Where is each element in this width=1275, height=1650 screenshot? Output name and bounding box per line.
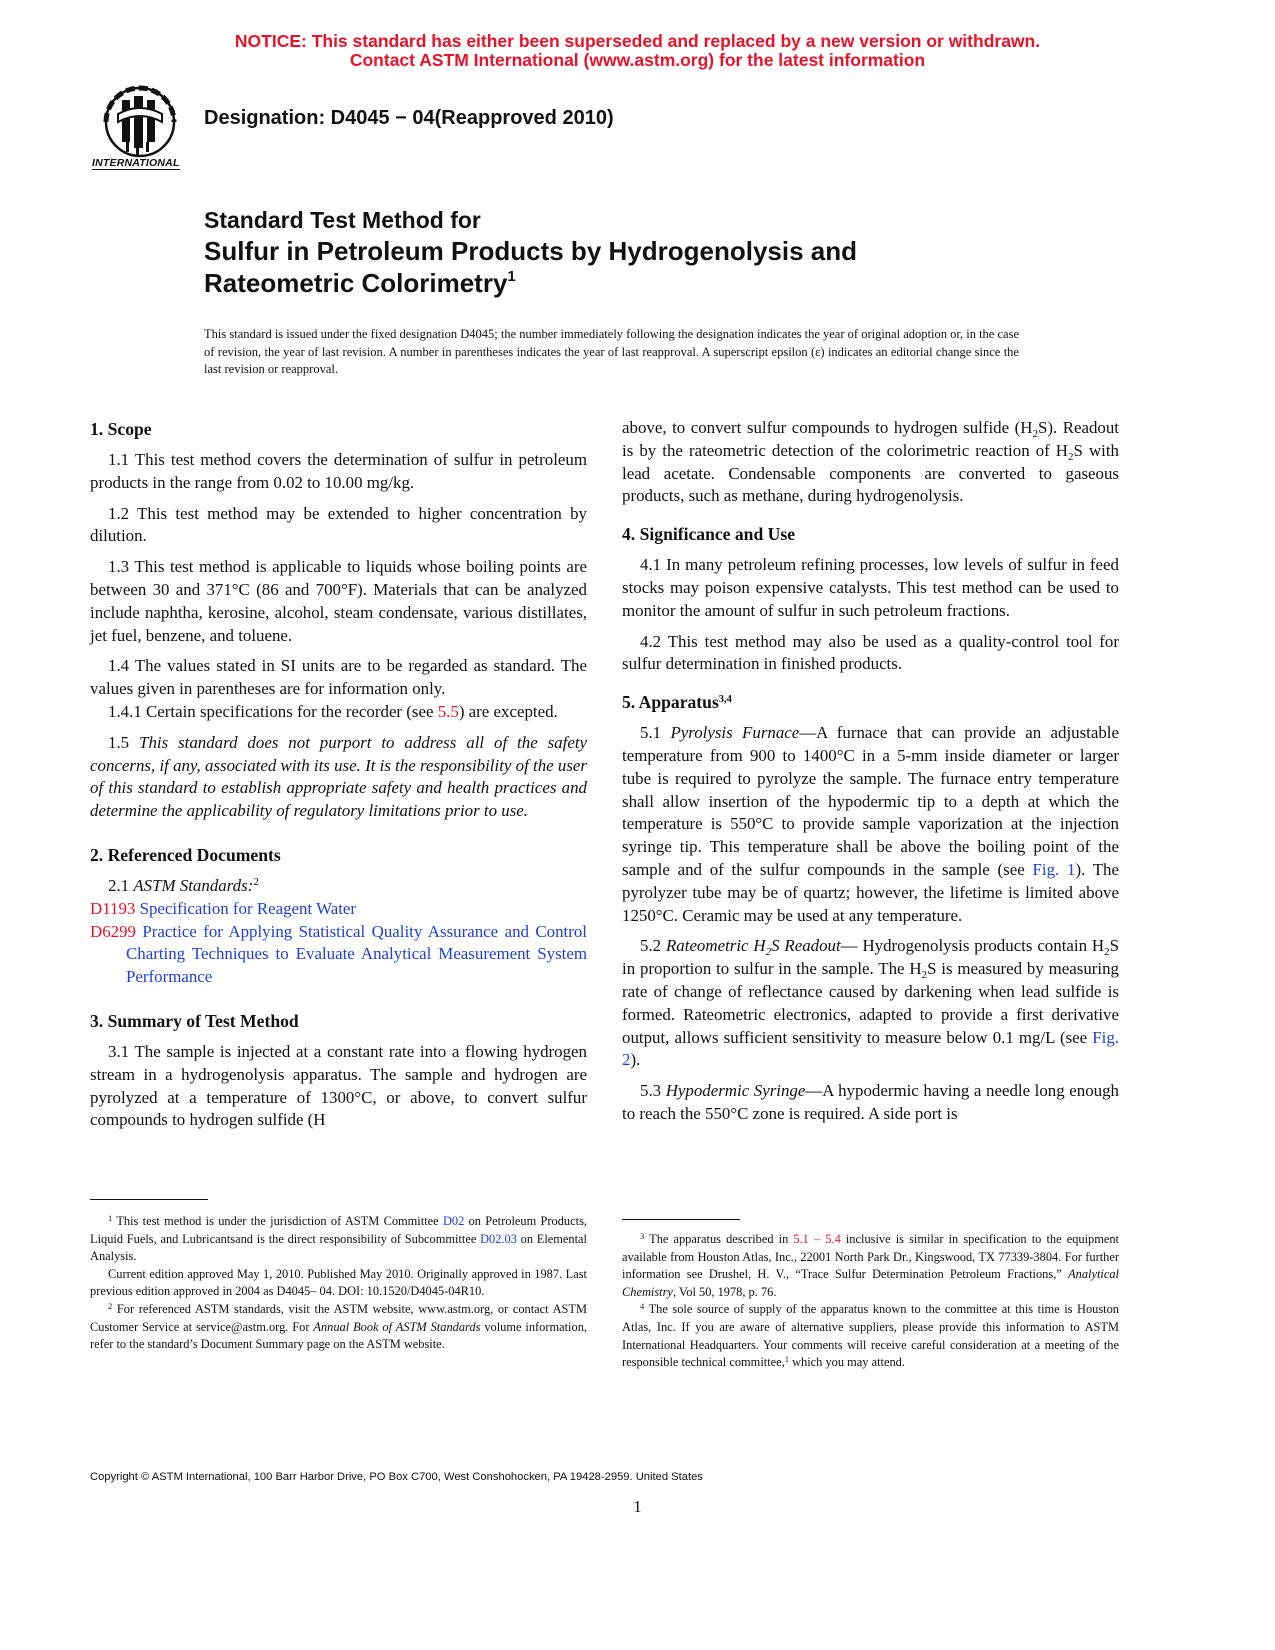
footnote-4-text-b: which you may attend.	[789, 1355, 905, 1370]
paragraph-2-1	[90, 875, 587, 898]
safety-statement: This standard does not purport to address all of the safety concerns, if any, associated with its use. It is the responsibility of the user of this standard to establish appropriate safety and health practices and determine the applicability of regulatory limitations prior to use.	[90, 732, 588, 821]
paragraph-1-5	[90, 732, 587, 823]
journal-title: Analytical Chemistry	[622, 1267, 1119, 1299]
paragraph-5-3-text: —A hypodermic having a needle long enough to reach the 550°C zone is required. A side port is	[622, 1081, 1119, 1123]
subscript: 2	[1032, 428, 1038, 440]
paragraph-1-1: 1.1 This test method covers the determination of sulfur in petroleum products in the range from 0.02 to 10.00 mg/kg.	[90, 450, 587, 492]
footnote-1-marker: 1	[108, 1213, 113, 1223]
footnote-3-text-a: The apparatus described in	[644, 1232, 794, 1246]
left-column	[90, 417, 588, 1130]
footnote-2-text-b: volume information, refer to the standard’s Document Summary page on the ASTM website.	[90, 1319, 587, 1352]
title-line-2: Sulfur in Petroleum Products by Hydrogenolysis and	[204, 236, 857, 266]
paragraph-1-4-1-text-b: ) are excepted.	[458, 701, 558, 721]
withdrawal-notice	[0, 32, 1275, 70]
footnote-4	[622, 1301, 1119, 1371]
paragraph-4-2: 4.2 This test method may also be used as a quality-control tool for sulfur determination in finished products.	[622, 631, 1119, 674]
footnote-1-text-a: This test method is under the jurisdiction of ASTM Committee	[112, 1214, 443, 1228]
paragraph-5-2-text-a: — Hydrogenolysis products contain H	[840, 936, 1105, 956]
footnote-2	[90, 1301, 587, 1354]
paragraph-3-1-start	[90, 1041, 587, 1130]
document-title	[204, 205, 1084, 299]
paragraph-5-1-text-b: ). The pyrolyzer tube may be of quartz; however, the lifetime is limited above 1250°C. Ceramic may be used at any temperature.	[622, 859, 1119, 925]
footnote-divider-left	[90, 1199, 208, 1200]
section-heading-referenced-documents: 2. Referenced Documents	[90, 844, 281, 865]
subscript: 2	[1104, 946, 1110, 959]
subscript: 2	[1068, 450, 1074, 463]
paragraph-1-4: 1.4 The values stated in SI units are to be regarded as standard. The values given in parentheses are for information only.	[90, 656, 587, 699]
term-pyrolysis-furnace: Pyrolysis Furnace	[670, 723, 800, 743]
paragraph-5-1	[622, 722, 1119, 927]
annual-book-title: Annual Book of ASTM Standards	[313, 1319, 481, 1334]
copyright-notice: Copyright © ASTM International, 100 Barr Harbor Drive, PO Box C700, West Conshohocken, PA 19428-2959. United States	[90, 1471, 703, 1483]
paragraph-5-3	[622, 1080, 1119, 1126]
footnote-2-marker: 2	[108, 1300, 113, 1311]
footnotes-left	[90, 1213, 587, 1354]
paragraph-3-1-continued: above, to convert sulfur compounds to hydrogen sulfide $(H_2S)$. Readout is by the rateometric detection of the colorimetric reaction of $H_2S$ with lead acetate. Condensable components are converted to gaseous products, such as methane, during hydrogenolysis.	[622, 418, 1119, 506]
paragraph-5-1-number: 5.1	[640, 723, 671, 743]
footnotes-right	[622, 1231, 1119, 1372]
paragraph-4-1: 4.1 In many petroleum refining processes, low levels of sulfur in feed stocks may poison expensive catalysts. This test method can be used to monitor the amount of sulfur in such petroleum fractions.	[622, 555, 1119, 620]
title-line-1: Standard Test Method for	[204, 207, 481, 233]
paragraph-5-2-text-c: S is measured by measuring rate of change of reflectance caused by darkening when lead sulfide is formed. Rateometric electronics, adapted to provide a first derivative output, allows sufficient sensitivity to measure below 0.1 mg/L (see	[622, 959, 1119, 1047]
paragraph-5-1-text-a: —A furnace that can provide an adjustable temperature from 900 to 1400°C in a 5-mm inside diameter or larger tube is required to pyrolyze the sample. The furnace entry temperature shall allow insertion of the hypodermic tip to a depth at which the temperature is 550°C to provide sample vaporization at the injection syringe tip. This temperature shall be above the boiling point of the sample and of the sulfur compounds in the sample (see	[622, 723, 1119, 879]
section-heading-scope: 1. Scope	[90, 419, 152, 439]
reference-code[interactable]: D6299	[90, 921, 136, 941]
link-section-5-5[interactable]: 5.5	[437, 701, 459, 721]
issue-note: This standard is issued under the fixed designation D4045; the number immediately following the designation indicates the year of original adoption or, in the case of revision, the year of last revision. A number in parentheses indicates the year of last reapproval. A superscript epsilon (ε) indicates an editorial change since the last revision or reapproval.	[204, 327, 1019, 376]
link-subcommittee-d02-03[interactable]: D02.03	[480, 1231, 517, 1246]
section-heading-apparatus	[622, 690, 1119, 714]
reference-d6299[interactable]	[90, 921, 587, 989]
footnote-3-marker: 3	[640, 1231, 645, 1241]
title-line-3	[204, 267, 1084, 299]
paragraph-5-2-number: 5.2	[640, 936, 666, 956]
term-rateometric-readout	[665, 936, 841, 959]
link-sections-5-1-5-4[interactable]: 5.1 – 5.4	[793, 1232, 841, 1246]
footnote-1	[90, 1213, 587, 1266]
subscript: 2	[765, 946, 772, 959]
link-figure-2[interactable]: Fig. 2	[622, 1027, 1119, 1070]
notice-line-2: Contact ASTM International (www.astm.org) for the latest information	[349, 50, 926, 70]
footnote-4-ref-1[interactable]: 1	[784, 1354, 789, 1365]
notice-line-1: NOTICE: This standard has either been superseded and replaced by a new version or withdrawn.	[234, 31, 1041, 51]
title-line-3-text: Rateometric Colorimetry	[204, 268, 508, 298]
subscript: 2	[921, 969, 928, 982]
term-hypodermic-syringe: Hypodermic Syringe	[665, 1081, 806, 1101]
paragraph-1-4-1	[90, 701, 587, 724]
footnote-ref-2[interactable]: 2	[253, 875, 259, 888]
paragraph-1-2: 1.2 This test method may be extended to higher concentration by dilution.	[90, 503, 587, 546]
footnote-3	[622, 1231, 1119, 1301]
paragraph-5-2-text-d: ).	[630, 1050, 641, 1070]
footnote-4-text-a: The sole source of supply of the apparatus known to the committee at this time is Houston Atlas, Inc. If you are aware of alternative suppliers, please provide this information to ASTM International Headquarters. Your comments will receive careful consideration at a meeting of the responsible technical committee,	[622, 1302, 1119, 1370]
reference-code[interactable]: D1193	[90, 898, 136, 918]
link-figure-1[interactable]: Fig. 1	[1032, 859, 1076, 879]
paragraph-3-1-text: 3.1 The sample is injected at a constant rate into a flowing hydrogen stream in a hydrogenolysis apparatus. The sample and hydrogen are pyrolyzed at a temperature of 1300°C, or above, to convert sulfur compounds to hydrogen sulfide (H	[90, 1041, 587, 1130]
footnote-divider-right	[622, 1219, 740, 1220]
paragraph-5-2	[622, 935, 1119, 1072]
paragraph-3-1-text-c: S with lead acetate. Condensable components are converted to gaseous products, such as methane, during hydrogenolysis.	[622, 440, 1119, 506]
footnote-3-text-b: inclusive is similar in specification to the equipment available from Houston Atlas, Inc., 22001 North Park Dr., Kingswood, TX 77339-3804. For further information see Drushel, H. V., “Trace Sulfur Determination Petroleum Fractions,”	[622, 1232, 1119, 1282]
footnote-1-current-edition: Current edition approved May 1, 2010. Published May 2010. Originally approved in 1987. Last previous edition approved in 2004 as D4045– 04. DOI: 10.1520/D4045-04R10.	[90, 1266, 587, 1299]
paragraph-1-5-number: 1.5	[108, 732, 140, 752]
reference-title[interactable]: Specification for Reagent Water	[139, 898, 357, 918]
reference-title[interactable]: Practice for Applying Statistical Quality Assurance and Control Charting Techniques to Evaluate Analytical Measurement System Performance	[126, 921, 587, 987]
paragraph-1-3: 1.3 This test method is applicable to liquids whose boiling points are between 30 and 371°C (86 and 700°F). Materials that can be analyzed include naphtha, kerosine, alcohol, steam condensate, various distillates, jet fuel, benzene, and toluene.	[90, 557, 587, 645]
footnote-1-text-c: on Elemental Analysis.	[90, 1231, 587, 1264]
designation: Designation: D4045 − 04(Reapproved 2010)	[204, 107, 614, 129]
paragraph-3-1-text-b: S). Readout is by the rateometric detection of the colorimetric reaction of H	[622, 418, 1119, 460]
reference-d1193[interactable]	[90, 898, 587, 921]
right-column	[622, 417, 1119, 1126]
paragraph-5-3-number: 5.3	[640, 1081, 666, 1101]
paragraph-5-2-text-b: S in proportion to sulfur in the sample. The H	[622, 936, 1119, 979]
term-part-a: Rateometric H	[665, 936, 766, 956]
logo-label: INTERNATIONAL	[92, 157, 180, 169]
page-number: 1	[633, 1497, 642, 1516]
astm-standards-label: ASTM Standards:	[133, 875, 254, 895]
apparatus-heading-text: 5. Apparatus	[622, 692, 719, 713]
paragraph-1-4-1-text-a: 1.4.1 Certain specifications for the recorder (see	[108, 701, 438, 721]
term-part-b: S Readout	[771, 936, 841, 956]
footnote-2-text-a: For referenced ASTM standards, visit the ASTM website, www.astm.org, or contact ASTM Customer Service at service@astm.org. For	[90, 1301, 587, 1334]
footnote-1-text-b: on Petroleum Products, Liquid Fuels, and Lubricantsand is the direct responsibility of Subcommittee	[90, 1214, 587, 1246]
astm-logo	[92, 84, 192, 174]
footnote-ref-3-4[interactable]: 3,4	[718, 694, 732, 706]
section-heading-significance: 4. Significance and Use	[622, 524, 796, 545]
section-heading-summary: 3. Summary of Test Method	[90, 1010, 299, 1031]
footnote-3-text-c: , Vol 50, 1978, p. 76.	[672, 1284, 777, 1299]
footnote-4-marker: 4	[640, 1301, 645, 1312]
title-footnote-ref[interactable]: 1	[507, 268, 516, 285]
link-committee-d02[interactable]: D02	[442, 1214, 465, 1228]
paragraph-2-1-number: 2.1	[108, 875, 134, 895]
